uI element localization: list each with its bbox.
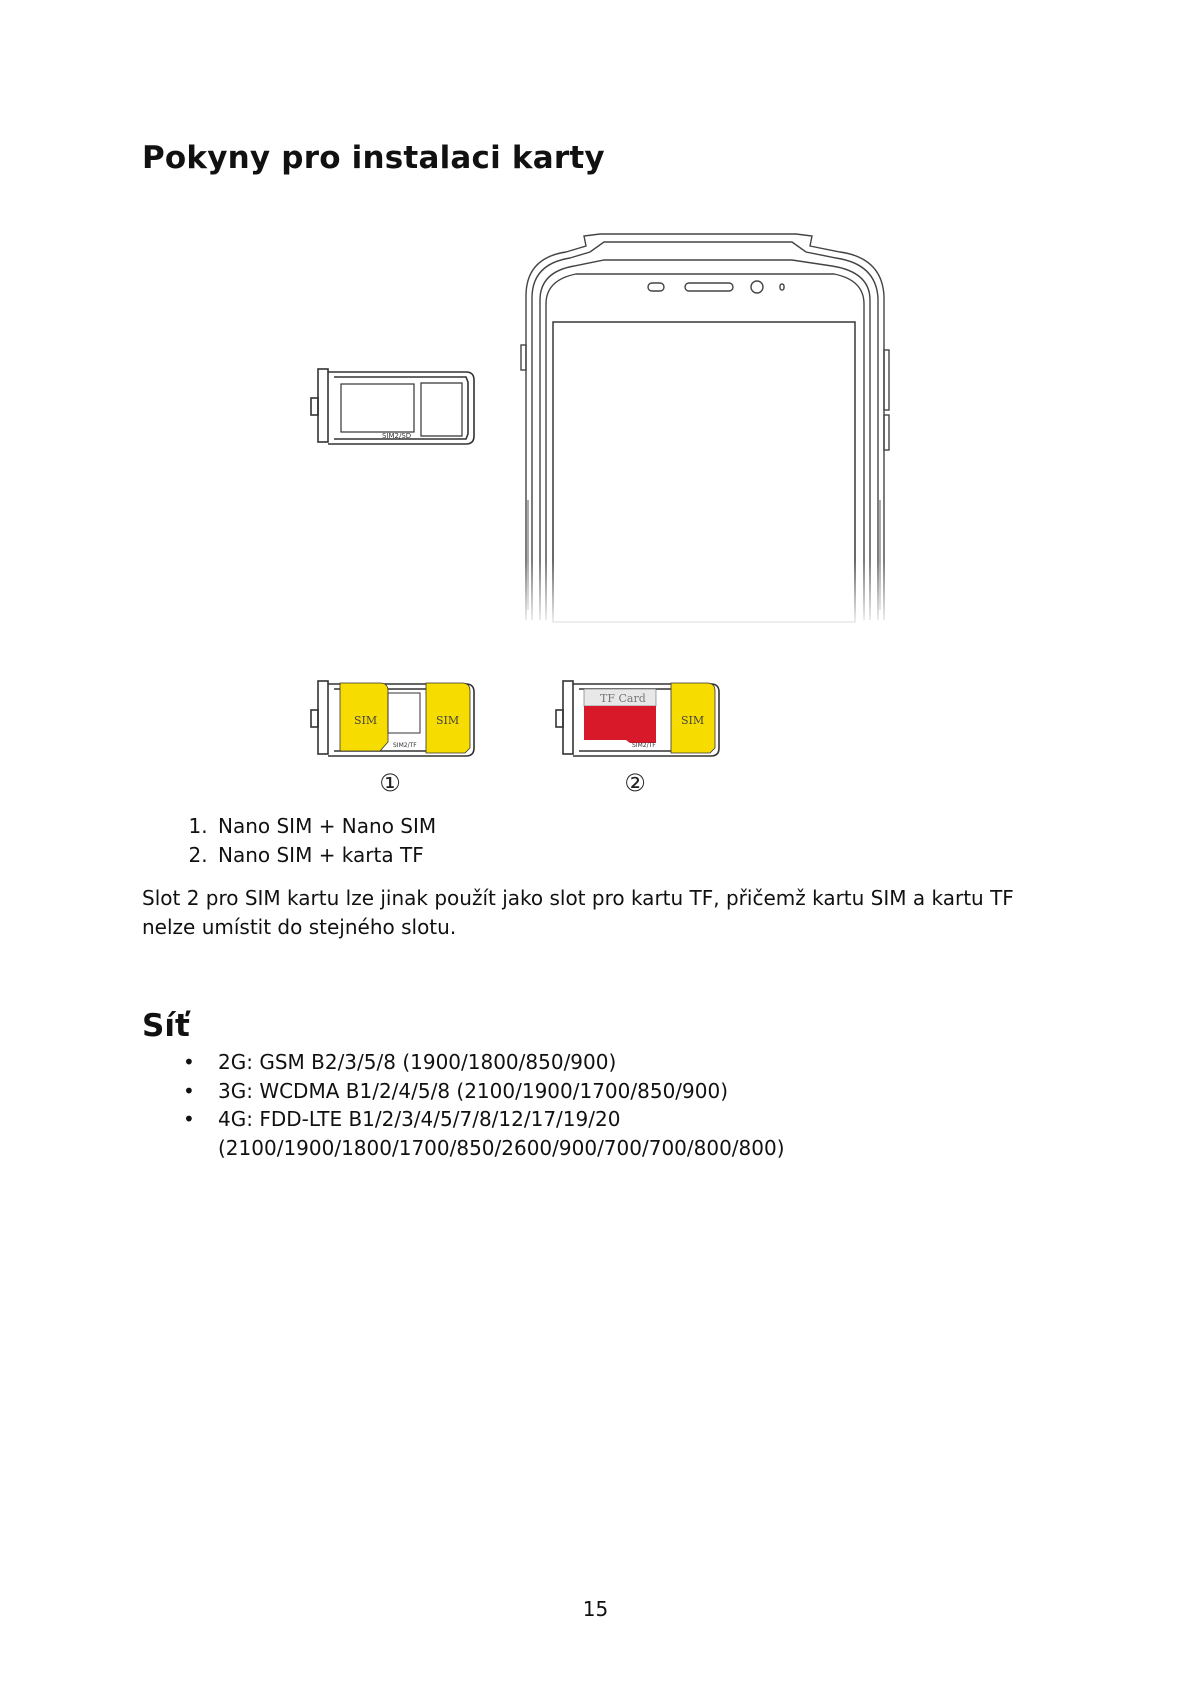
list-item: 1. Nano SIM + Nano SIM — [214, 812, 436, 841]
marker-2: ② — [624, 769, 646, 797]
network-bands-list — [176, 1048, 785, 1162]
tf-card — [584, 706, 656, 743]
installation-steps — [176, 812, 436, 869]
tray-label-sim2-c: SIM2/TF — [632, 742, 656, 749]
list-item: • 3G: WCDMA B1/2/4/5/8 (2100/1900/1700/850/900) — [214, 1077, 778, 1106]
tf-card-label: TF Card — [600, 692, 646, 705]
sim-label-3: SIM — [681, 714, 705, 727]
marker-1: ① — [379, 769, 401, 797]
page-title: Pokyny pro instalaci karty — [142, 140, 605, 176]
slot-note: Slot 2 pro SIM kartu lze jinak použít jako slot pro kartu TF, přičemž kartu SIM a kartu TF nelze umístit do stejného slotu. — [142, 886, 1014, 939]
network-heading: Síť — [142, 1008, 190, 1044]
card-installation-figure — [0, 0, 1191, 820]
page-number: 15 — [582, 1597, 609, 1621]
tray-label-sim2-b: SIM2/TF — [393, 742, 417, 749]
tray-label-sim2: SIM2/SD — [382, 432, 412, 440]
list-item: • 2G: GSM B2/3/5/8 (1900/1800/850/900) — [214, 1048, 778, 1077]
sim-label-2: SIM — [436, 714, 460, 727]
list-item: • 4G: FDD-LTE B1/2/3/4/5/7/8/12/17/19/20 (2100/1900/1800/1700/850/2600/900/700/700/800/800) — [214, 1105, 778, 1162]
sim-tray-option-1 — [0, 0, 474, 797]
list-item: 2. Nano SIM + karta TF — [214, 841, 436, 870]
sim-tray-empty — [0, 0, 474, 444]
sim-tray-option-2 — [0, 0, 719, 797]
sim-label-1: SIM — [354, 714, 378, 727]
